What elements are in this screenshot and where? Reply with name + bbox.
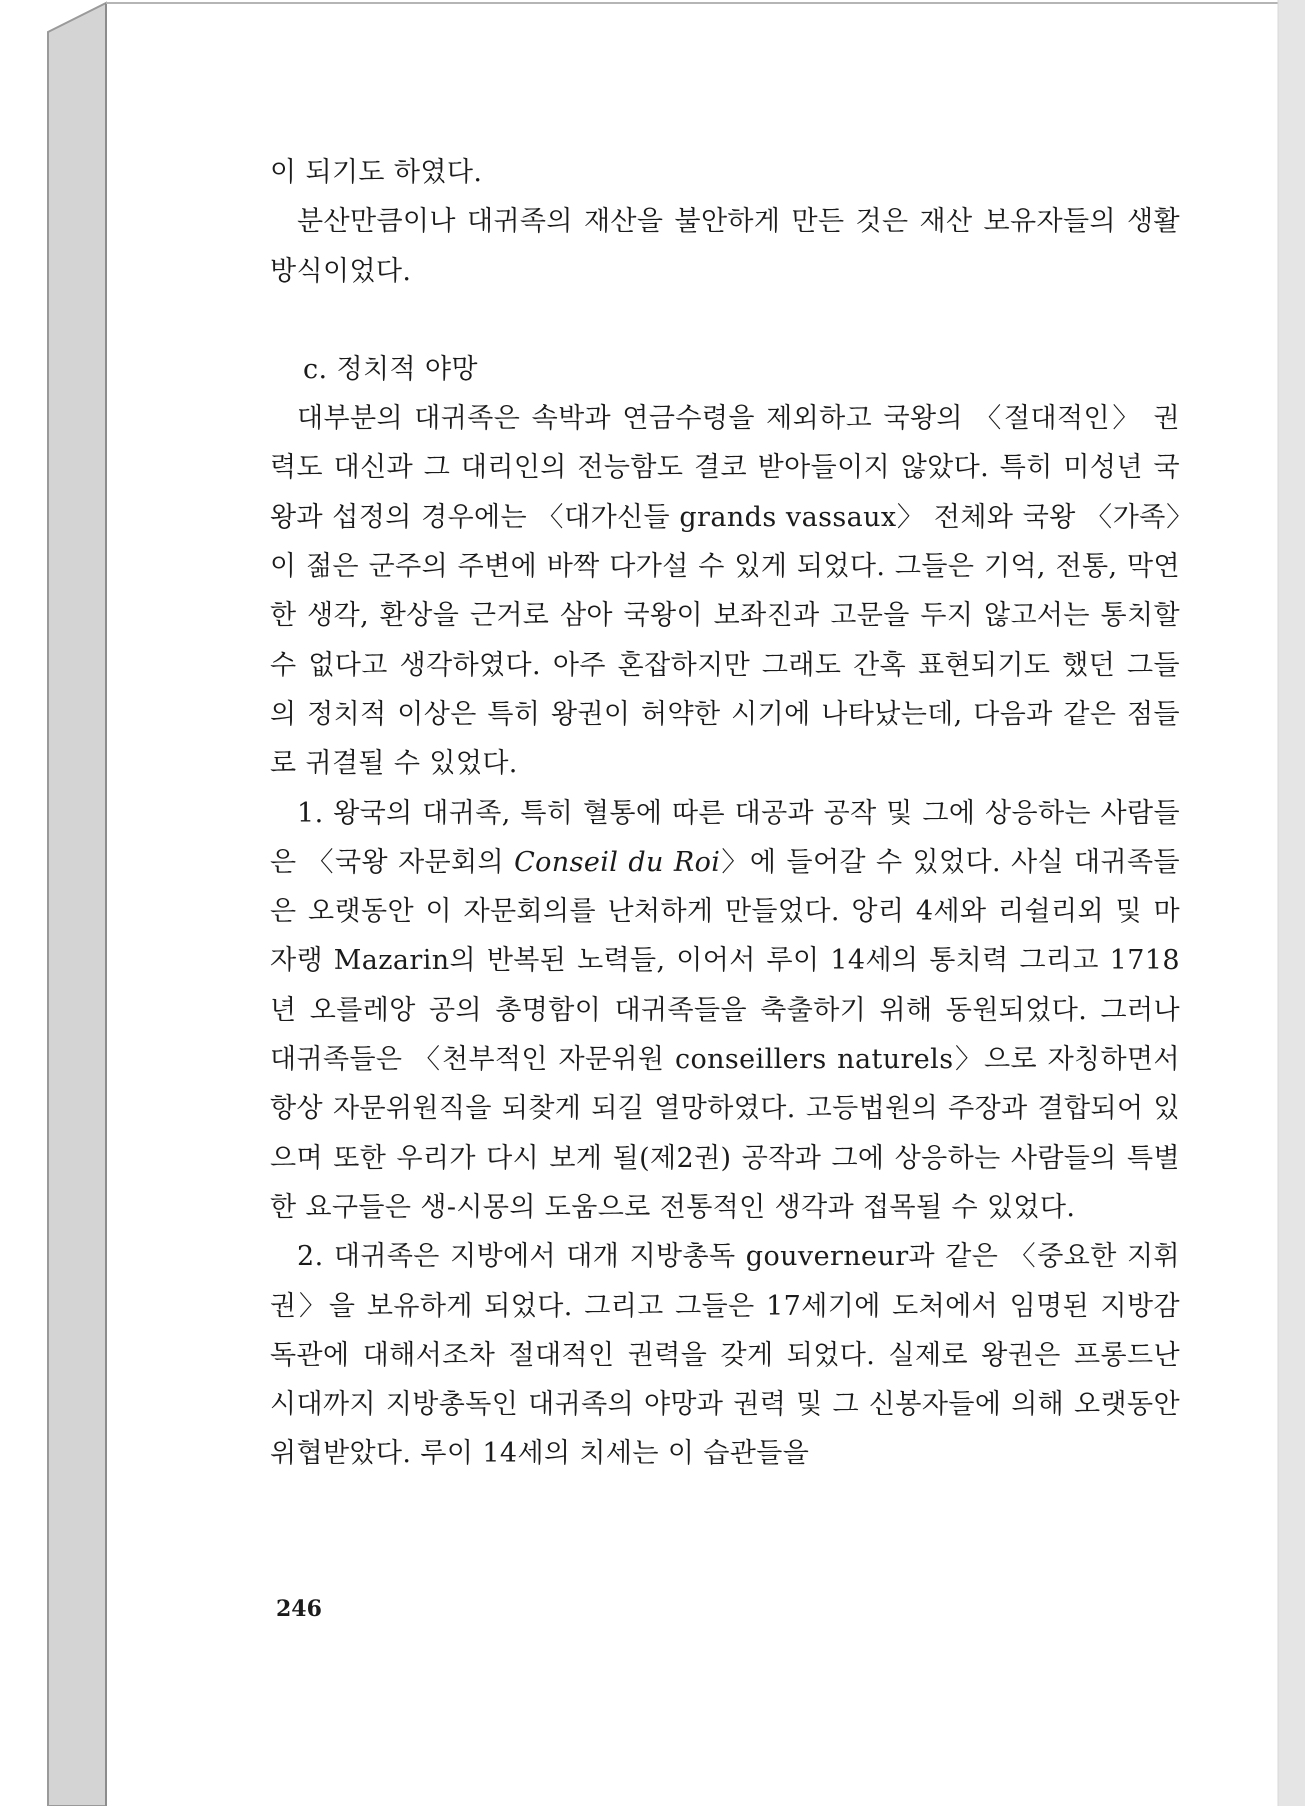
paragraph-point-1: [270, 789, 1180, 1233]
section-spacer: [270, 296, 1180, 345]
section-heading: c. 정치적 야망: [303, 353, 478, 385]
paragraph-political-ideals: 대부분의 대귀족은 속박과 연금수령을 제외하고 국왕의 〈절대적인〉 권력도 대신과 그 대리인의 전능함도 결코 받아들이지 않았다. 특히 미성년 국왕과 섭정의 경우에는 〈대가신들 grands vassaux〉 전체와 국왕 〈가족〉이 젊은 군주의 주변에 바짝 다가설 수 있게 되었다. 그들은 기억, 전통, 막연한 생각, 환상을 근거로 삼아 국왕이 보좌진과 고문을 두지 않고서는 통치할 수 없다고 생각하였다. 아주 혼잡하지만 그래도 간혹 표현되기도 했던 그들의 정치적 이상은 특히 왕권이 허약한 시기에 나타났는데, 다음과 같은 점들로 귀결될 수 있었다.: [270, 403, 1180, 780]
paragraph-point-2: 2. 대귀족은 지방에서 대개 지방총독 gouverneur과 같은 〈중요한 지휘권〉을 보유하게 되었다. 그리고 그들은 17세기에 도처에서 임명된 지방감독관에 대해서조차 절대적인 권력을 갖게 되었다. 실제로 왕권은 프롱드난 시대까지 지방총독인 대귀족의 야망과 권력 및 그 신봉자들에 의해 오랫동안 위협받았다. 루이 14세의 치세는 이 습관들을: [270, 1241, 1180, 1470]
paragraph-assets: 분산만큼이나 대귀족의 재산을 불안하게 만든 것은 재산 보유자들의 생활방식이었다.: [270, 206, 1180, 287]
point-1-text-b: 〉에 들어갈 수 있었다. 사실 대귀족들은 오랫동안 이 자문회의를 난처하게 만들었다. 앙리 4세와 리쉴리외 및 마자랭 Mazarin의 반복된 노력들, 이어서 루이 14세의 통치력 그리고 1718년 오를레앙 공의 총명함이 대귀족들을 축출하기 위해 동원되었다. 그러나 대귀족들은 〈천부적인 자문위원 conseillers naturels〉으로 자칭하면서 항상 자문위원직을 되찾게 되길 열망하였다. 고등법원의 주장과 결합되어 있으며 또한 우리가 다시 보게 될(제2권) 공작과 그에 상응하는 사람들의 특별한 요구들은 생-시몽의 도움으로 전통적인 생각과 접목될 수 있었다.: [270, 846, 1180, 1223]
point-1-term-italic: Conseil du Roi: [514, 846, 721, 878]
page-number: 246: [276, 1596, 322, 1622]
page-body-text: [270, 148, 1180, 1479]
paragraph-continuation: 이 되기도 하였다.: [270, 157, 483, 188]
point-1-text-a: 1. 왕국의 대귀족, 특히 혈통에 따른 대공과 공작 및 그에 상응하는 사람들은 〈국왕 자문회의: [270, 797, 1180, 878]
